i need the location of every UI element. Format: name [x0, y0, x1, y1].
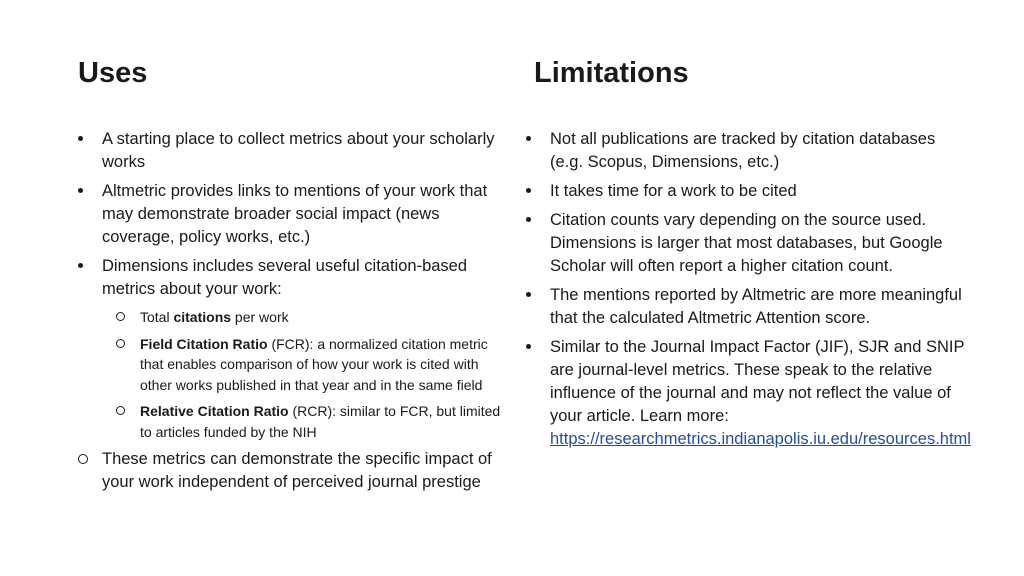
sub-list-item: Total citations per work [78, 307, 508, 328]
bullet-icon [78, 180, 102, 203]
bullet-icon [78, 128, 102, 151]
hollow-bullet-icon [116, 307, 140, 328]
list-item: The mentions reported by Altmetric are more meaningful that the calculated Altmetric Attention score. [526, 284, 971, 330]
list-item: It takes time for a work to be cited [526, 180, 971, 203]
list-item: Similar to the Journal Impact Factor (JIF), SJR and SNIP are journal-level metrics. These speak to the relative influence of the journal and may not reflect the value of your article. Learn more: https://researchmetrics.indianapolis.iu.edu/resources.html [526, 336, 971, 451]
limitations-heading: Limitations [534, 57, 689, 89]
uses-heading: Uses [78, 57, 148, 89]
list-item: These metrics can demonstrate the specific impact of your work independent of perceived journal prestige [78, 448, 508, 494]
bullet-icon [526, 180, 550, 203]
limitations-list [526, 128, 971, 457]
bullet-icon [526, 336, 550, 359]
hollow-bullet-icon [116, 401, 140, 422]
list-item: Not all publications are tracked by citation databases (e.g. Scopus, Dimensions, etc.) [526, 128, 971, 174]
bullet-icon [78, 255, 102, 278]
list-item: Altmetric provides links to mentions of your work that may demonstrate broader social impact (news coverage, policy works, etc.) [78, 180, 508, 249]
bullet-icon [526, 128, 550, 151]
list-item: A starting place to collect metrics about your scholarly works [78, 128, 508, 174]
bullet-icon [526, 209, 550, 232]
list-item: Citation counts vary depending on the source used. Dimensions is larger that most databases, but Google Scholar will often report a higher citation count. [526, 209, 971, 278]
hollow-bullet-icon [78, 448, 102, 471]
resources-link[interactable]: https://researchmetrics.indianapolis.iu.edu/resources.html [550, 430, 971, 448]
sub-list-item: Field Citation Ratio (FCR): a normalized citation metric that enables comparison of how your work is cited with other works published in that year and in the same field [78, 334, 508, 396]
uses-list [78, 128, 508, 500]
list-item: Dimensions includes several useful citation-based metrics about your work: [78, 255, 508, 301]
sub-list-item: Relative Citation Ratio (RCR): similar to FCR, but limited to articles funded by the NIH [78, 401, 508, 442]
hollow-bullet-icon [116, 334, 140, 355]
bullet-icon [526, 284, 550, 307]
